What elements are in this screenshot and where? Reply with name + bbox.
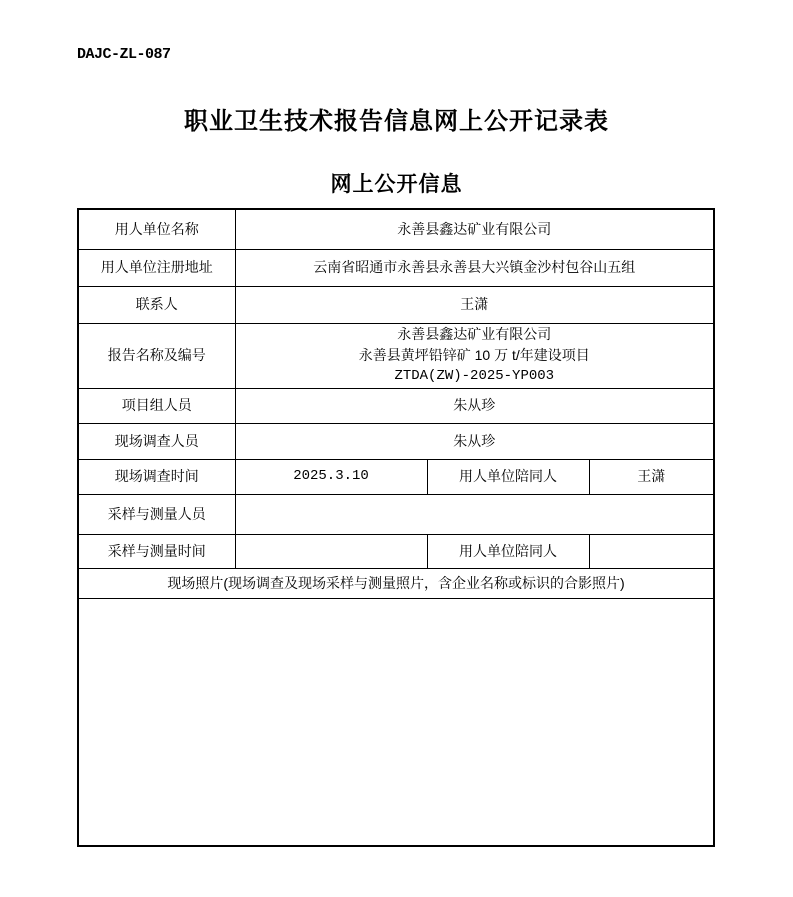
row-photo-area	[78, 598, 714, 846]
project-team-label: 项目组人员	[78, 388, 235, 423]
row-employer-name	[78, 209, 714, 249]
record-table	[77, 208, 715, 847]
sampling-time-value	[235, 534, 427, 568]
row-contact	[78, 286, 714, 323]
site-survey-time-value: 2025.3.10	[235, 459, 427, 494]
row-report-name-number	[78, 323, 714, 388]
employer-address-value: 云南省昭通市永善县永善县大兴镇金沙村包谷山五组	[235, 249, 714, 286]
row-project-team	[78, 388, 714, 423]
row-sampling-time	[78, 534, 714, 568]
doc-code: DAJC-ZL-087	[77, 46, 171, 63]
page-subtitle: 网上公开信息	[330, 173, 463, 196]
photo-caption: 现场照片(现场调查及现场采样与测量照片，含企业名称或标识的合影照片)	[78, 568, 714, 598]
report-label: 报告名称及编号	[78, 323, 235, 388]
report-line-company: 永善县鑫达矿业有限公司	[397, 326, 552, 342]
sampling-companion-label: 用人单位陪同人	[427, 534, 589, 568]
contact-value: 王潇	[235, 286, 714, 323]
report-line-number: ZTDA(ZW)-2025-YP003	[394, 368, 555, 384]
sampling-companion-value	[589, 534, 714, 568]
report-value	[235, 323, 714, 388]
site-survey-time-label: 现场调查时间	[78, 459, 235, 494]
photo-area	[78, 598, 714, 846]
row-site-survey-time	[78, 459, 714, 494]
employer-address-label: 用人单位注册地址	[78, 249, 235, 286]
employer-name-value: 永善县鑫达矿业有限公司	[235, 209, 714, 249]
site-survey-staff-value: 朱从珍	[235, 423, 714, 459]
row-employer-address	[78, 249, 714, 286]
employer-name-label: 用人单位名称	[78, 209, 235, 249]
sampling-staff-label: 采样与测量人员	[78, 494, 235, 534]
row-site-survey-staff	[78, 423, 714, 459]
row-sampling-staff	[78, 494, 714, 534]
site-survey-companion-label: 用人单位陪同人	[427, 459, 589, 494]
contact-label: 联系人	[78, 286, 235, 323]
project-team-value: 朱从珍	[235, 388, 714, 423]
sampling-staff-value	[235, 494, 714, 534]
sampling-time-label: 采样与测量时间	[78, 534, 235, 568]
row-photo-caption	[78, 568, 714, 598]
report-line-project: 永善县黄坪铅锌矿 10 万 t/年建设项目	[358, 347, 590, 363]
site-survey-companion-value: 王潇	[589, 459, 714, 494]
site-survey-staff-label: 现场调查人员	[78, 423, 235, 459]
page-title: 职业卫生技术报告信息网上公开记录表	[184, 108, 609, 135]
